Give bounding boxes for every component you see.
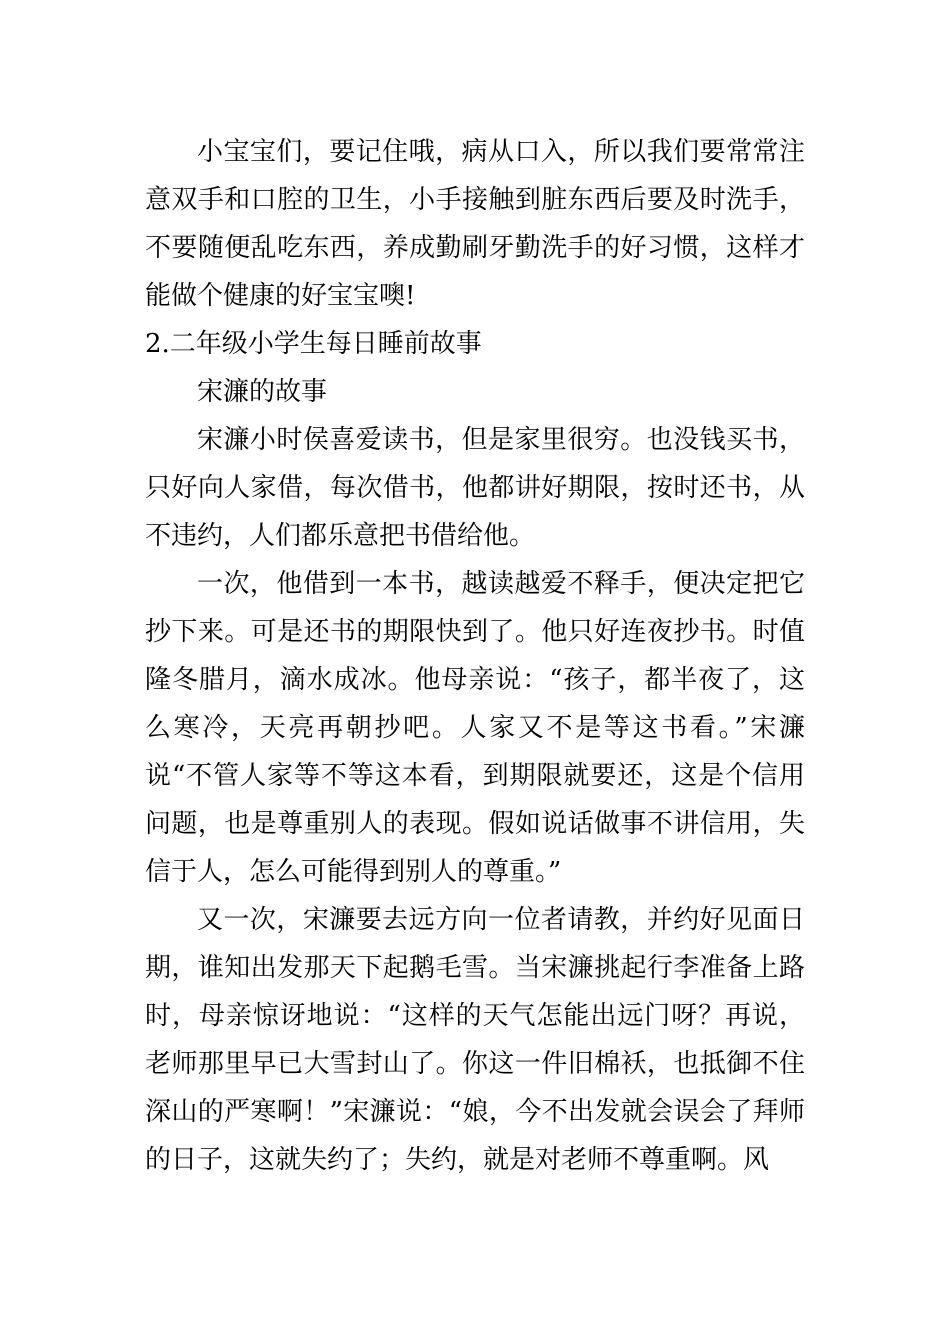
paragraph-snow-journey: 又一次，宋濂要去远方向一位者请教，并约好见面日期，谁知出发那天下起鹅毛雪。当宋濂挑起行李准备上路时，母亲惊讶地说：“这样的天气怎能出远门呀？再说，老师那里早已大雪封山了。你这一件旧棉袄，也抵御不住深山的严寒啊！”宋濂说：“娘，今不出发就会误会了拜师的日子，这就失约了；失约，就是对老师不尊重啊。风 bbox=[145, 905, 805, 1175]
paragraph-story-intro: 宋濂小时侯喜爱读书，但是家里很穷。也没钱买书，只好向人家借，每次借书，他都讲好期限，按时还书，从不违约，人们都乐意把书借给他。 bbox=[145, 425, 805, 551]
paragraph-copying-book: 一次，他借到一本书，越读越爱不释手，便决定把它抄下来。可是还书的期限快到了。他只好连夜抄书。时值隆冬腊月，滴水成冰。他母亲说：“孩子，都半夜了，这么寒冷，天亮再朝抄吧。人家又不是等这书看。”宋濂说“不管人家等不等这本看，到期限就要还，这是个信用问题，也是尊重别人的表现。假如说话做事不讲信用，失信于人，怎么可能得到别人的尊重。” bbox=[145, 569, 805, 887]
document-body bbox=[145, 128, 805, 1184]
story-title: 宋濂的故事 bbox=[197, 377, 328, 407]
section-heading: 2.二年级小学生每日睡前故事 bbox=[145, 329, 482, 359]
paragraph-hygiene-advice: 小宝宝们，要记住哦，病从口入，所以我们要常常注意双手和口腔的卫生，小手接触到脏东西后要及时洗手，不要随便乱吃东西，养成勤刷牙勤洗手的好习惯，这样才能做个健康的好宝宝噢! bbox=[145, 137, 805, 311]
